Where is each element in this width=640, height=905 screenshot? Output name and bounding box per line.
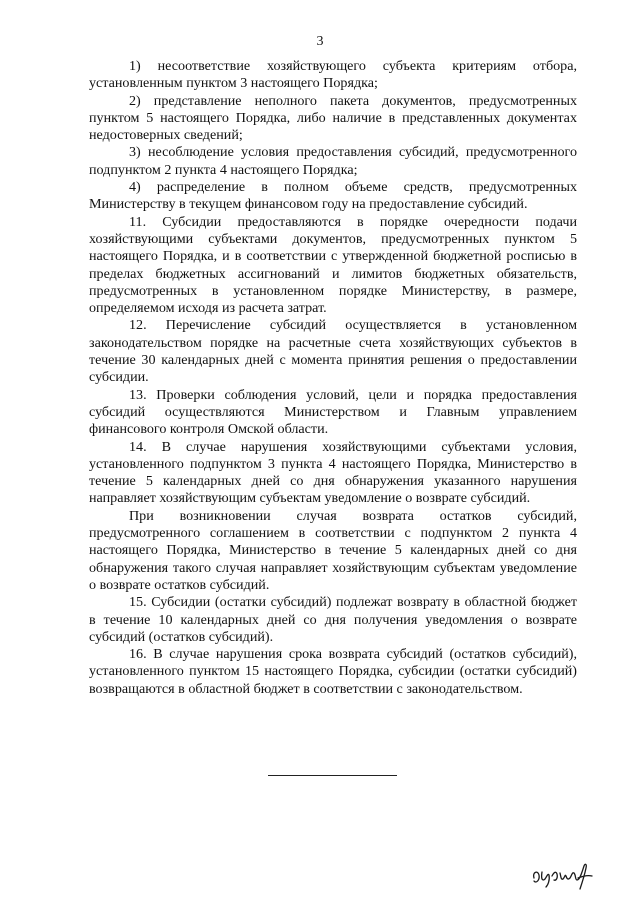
end-separator-line [268,775,397,776]
paragraph-2: 2) представление неполного пакета документов, предусмотренных пунктом 5 настоящего Порядка, либо наличие в представленных документах недостоверных сведений; [89,92,577,144]
paragraph-15: 15. Субсидии (остатки субсидий) подлежат возврату в областной бюджет в течение 10 календарных дней со дня получения уведомления о возврате субсидий (остатков субсидий). [89,594,577,645]
paragraph-3: 3) несоблюдение условия предоставления субсидий, предусмотренного подпунктом 2 пункта 4 настоящего Порядка; [89,144,577,178]
document-body [89,58,577,698]
paragraph-1: 1) несоответствие хозяйствующего субъекта критериям отбора, установленным пунктом 3 настоящего Порядка; [89,58,577,92]
paragraph-14-continuation: При возникновении случая возврата остатков субсидий, предусмотренного соглашением в соответствии с подпунктом 2 пункта 4 настоящего Порядка, Министерство в течение 5 календарных дней со дня обнаружения такого случая направляет хозяйствующим субъектам уведомление о возврате остатков субсидий. [89,507,577,593]
page-number: 3 [316,34,324,49]
paragraph-13: 13. Проверки соблюдения условий, цели и порядка предоставления субсидий осуществляются Министерством и Главным управлением финансового контроля Омской области. [89,386,577,438]
paragraph-4: 4) распределение в полном объеме средств, предусмотренных Министерству в текущем финансовом году на предоставление субсидий. [89,179,577,213]
paragraph-14: 14. В случае нарушения хозяйствующими субъектами условия, установленного подпунктом 3 пункта 4 настоящего Порядка, Министерство в течение 5 календарных дней со дня обнаружения указанного нарушения направляет хозяйствующим субъектам уведомление о возврате субсидий. [89,438,577,507]
paragraph-11: 11. Субсидии предоставляются в порядке очередности подачи хозяйствующими субъектами документов, предусмотренных пунктом 5 настоящего Порядка, и в соответствии с утвержденной бюджетной росписью в пределах бюджетных ассигнований и лимитов бюджетных обязательств, предусмотренных в установленном порядке Министерству, в размере, определяемом исходя из расчета затрат. [89,213,577,317]
paragraph-12: 12. Перечисление субсидий осуществляется в установленном законодательством порядке на расчетные счета хозяйствующих субъектов в течение 30 календарных дней с момента принятия решения о предоставлении субсидии. [89,317,577,386]
handwritten-initials-icon [528,858,598,892]
paragraph-16: 16. В случае нарушения срока возврата субсидий (остатков субсидий), установленного пунктом 15 настоящего Порядка, субсидии (остатки субсидий) возвращаются в областной бюджет в соответствии с законодательством. [89,646,577,697]
